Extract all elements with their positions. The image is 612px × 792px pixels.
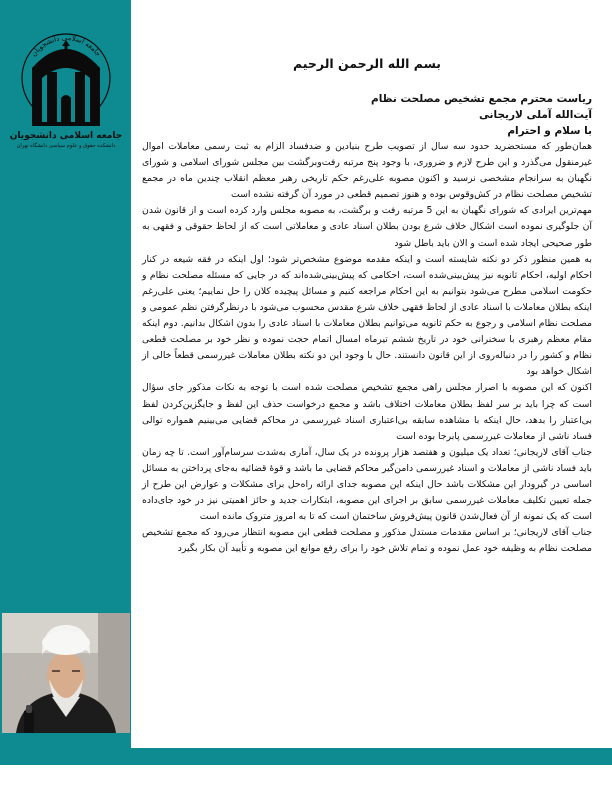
paragraph: اکنون که این مصوبه با اصرار مجلس راهی مجمع تشخیص مصلحت شده است با توجه به نکات مذکور جای سؤال است که چرا باید بر سر لفظ بطلان معاملات اختلاف باشد و مجمع درخواست حذف این لفظ و جایگزین‌کردن لفظ بی‌اعتبار را بدهد، حال اینکه با مشاهده سابقه بی‌اعتباری اسناد غیررسمی در محاکم قضایی می‌بینیم همواره توالی فساد ناشی از معاملات غیررسمی پابرجا بوده است <box>142 382 592 442</box>
paragraph: جناب آقای لاریجانی؛ تعداد یک میلیون و هفتصد هزار پرونده در یک سال، آماری به‌شدت سرسام‌آور است. تا چه زمان باید فساد ناشی از معاملات و اسناد غیررسمی دامن‌گیر محاکم قضایی ما باشد و قوۀ قضائیه به‌جای پرداختن به مسائل اساسی در گیرودار این مشکلات باشد حال اینکه این مصوبه جدای ارائه راه‌حل برای مشکلات و عوارض این طرح از جمله تعیین تکلیف معاملات غیررسمی سابق بر اجرای این مصوبه، ابتکارات جدید و حائز اهمیتی نیز در خود جای‌داده است که یک نمونه از آن فعال‌شدن قانون پیش‌فروش ساختمان است که تا به امروز متروک مانده است <box>142 446 592 523</box>
greeting: با سلام و احترام <box>507 125 592 137</box>
mosque-arch-emblem-icon <box>18 22 114 130</box>
footer-band <box>0 748 612 765</box>
logo-caption-subtitle: دانشکده حقوق و علوم سیاسی دانشگاه تهران <box>16 143 116 149</box>
paragraph: جناب آقای لاریجانی؛ بر اساس مقدمات مستدل مذکور و مصلحت قطعی این مصوبه انتظار می‌رود که مجمع تشخیص مصلحت نظام به وظیفه خود عمل نموده و تمام تلاش خود را برای رفع موانع این مصوبه و تأیید آن بکار بگیرد <box>142 527 592 555</box>
recipient-title: ریاست محترم مجمع تشخیص مصلحت نظام <box>371 93 592 105</box>
logo-caption <box>4 130 128 150</box>
recipient-name: آیت‌الله آملی لاریجانی <box>478 109 592 121</box>
paragraph: به همین منظور ذکر دو نکته شایسته است و اینکه مقدمه موضوع مشخص‌تر شود؛ اول اینکه در فقه شیعه در کنار احکام اولیه، احکام ثانویه نیز پیش‌بینی‌شده است، احکامی که پیش‌بینی‌شده‌اند که در جایی که مسئله مصلحت نظام و حکومت اسلامی مطرح می‌شود بتوانیم به این احکام مراجعه کنیم و مسائل پیچیده کلان را حل نماییم؛ یعنی علی‌رغم اینکه بطلان معاملات با اسناد عادی از لحاظ فقهی خلاف شرع مقدس محسوب می‌شود با درنظرگرفتن نظم عمومی و مصلحت نظام اسلامی و رجوع به حکم ثانویه می‌توانیم بطلان معاملات با اسناد عادی را بدون اشکال بدانیم. دوم اینکه مقام معظم رهبری با سخنرانی خود در تاریخ ششم تیرماه امسال اتمام حجت نموده و نظر خود بر مصلحت قطعی نظام و کشور را در دنباله‌روی از این قانون دانستند. حال با وجود این دو نکته بطلان معاملات غیررسمی قطعاً خالی از اشکال خواهد بود <box>142 253 592 378</box>
portrait-photo-icon <box>2 613 130 733</box>
logo-ring-text: جامعه اسلامی دانشجویان <box>29 33 103 58</box>
bismillah-heading: بسم الله الرحمن الرحیم <box>293 56 441 71</box>
paragraph: همان‌طور که مستحضرید حدود سه سال از تصویب طرح بنیادین و ضدفساد الزام به ثبت رسمی معاملات اموال غیرمنقول می‌گذرد و این طرح لازم و ضروری، با وجود پنج مرتبه رفت‌وبرگشت بین مجلس شورای اسلامی و شورای نگهبان به سرانجام مشخصی نرسید و اکنون مصوبه علی‌رغم حکم تاریخی رهبر معظم انقلاب چندین ماه در مجمع تشخیص مصلحت نظام در کش‌وقوس بوده و هنوز تصمیم قطعی در مورد آن گرفته نشده است <box>142 141 592 201</box>
letter-body <box>142 56 592 557</box>
paragraph: مهم‌ترین ایرادی که شورای نگهبان به این 5 مرتبه رفت و برگشت، به مصوبه مجلس وارد کرده است و از قانون شدن آن جلوگیری نموده است اشکال خلاف شرع بودن بطلان اسناد عادی و معاملاتی است که از لحاظ حقوقی و فقهی به طور صحیحی ایجاد شده است و الان باید باطل شود <box>142 205 593 249</box>
sidebar <box>0 0 131 748</box>
footer-margin <box>0 765 612 792</box>
logo-caption-title: جامعه اسلامی دانشجویان <box>9 131 123 141</box>
